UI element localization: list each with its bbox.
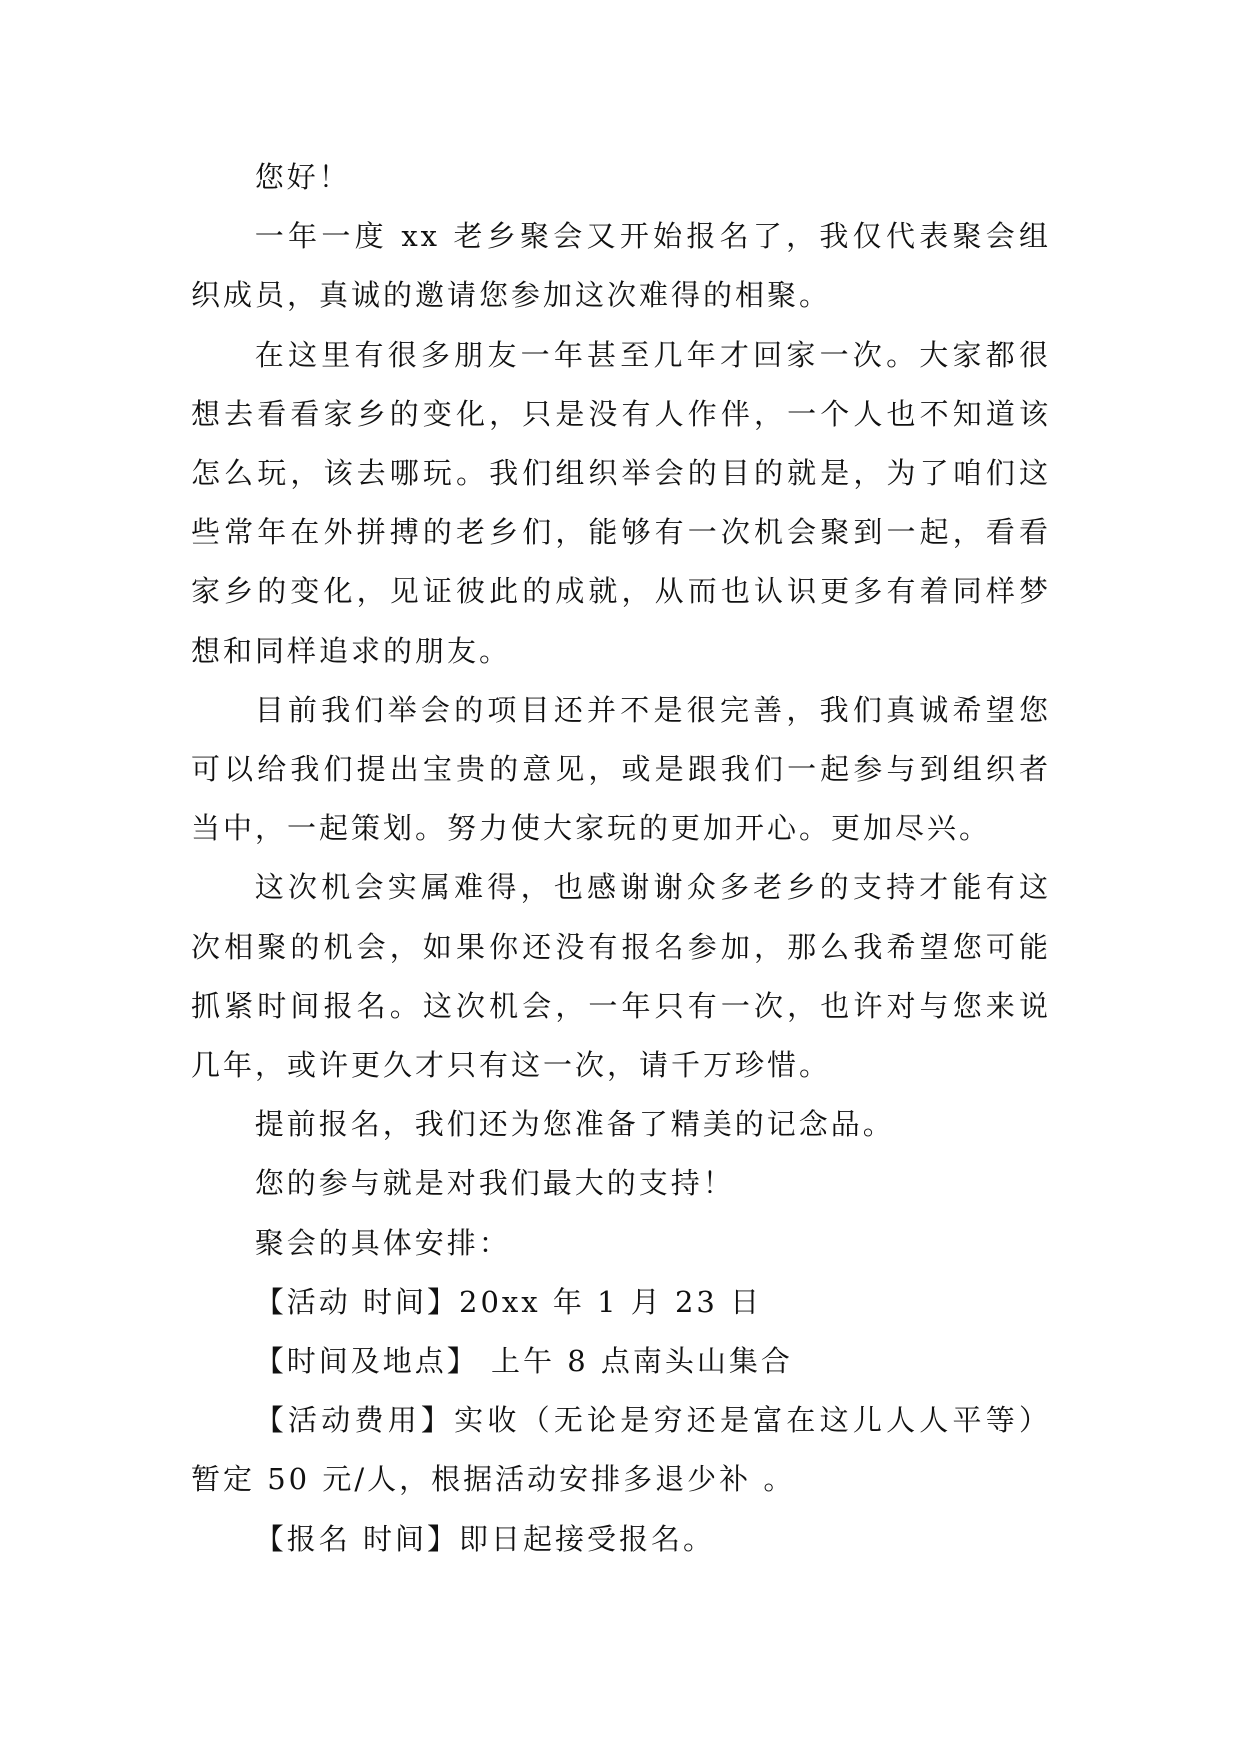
paragraph-souvenir: 提前报名，我们还为您准备了精美的记念品。 (254, 1107, 895, 1142)
schedule-heading: 聚会的具体安排： (254, 1225, 511, 1260)
schedule-activity-time: 【活动 时间】20xx 年 1 月 23 日 (254, 1284, 763, 1319)
paragraph-opportunity: 这次机会实属难得，也感谢谢众多老乡的支持才能有这次相聚的机会，如果你还没有报名参加，那么我希望您可能抓紧时间报名。这次机会，一年只有一次，也许对与您来说几年，或许更久才只有这一次，请千万珍惜。 (191, 870, 1051, 1083)
greeting: 您好！ (254, 160, 351, 194)
schedule-registration-time: 【报名 时间】即日起接受报名。 (254, 1521, 716, 1556)
paragraph-purpose: 在这里有很多朋友一年甚至几年才回家一次。大家都很想去看看家乡的变化，只是没有人作伴，一个人也不知道该怎么玩，该去哪玩。我们组织举会的目的就是，为了咱们这些常年在外拼搏的老乡们，能够有一次机会聚到一起，看看家乡的变化，见证彼此的成就，从而也认识更多有着同样梦想和同样追求的朋友。 (191, 337, 1051, 668)
paragraph-feedback: 目前我们举会的项目还并不是很完善，我们真诚希望您可以给我们提出宝贵的意见，或是跟我们一起参与到组织者当中，一起策划。努力使大家玩的更加开心。更加尽兴。 (191, 692, 1051, 846)
schedule-place: 【时间及地点】 上午 8 点南头山集合 (254, 1344, 793, 1379)
paragraph-support: 您的参与就是对我们最大的支持！ (254, 1166, 735, 1201)
document-body (191, 148, 1051, 1569)
schedule-fee: 【活动费用】实收（无论是穷还是富在这儿人人平等）暂定 50 元/人，根据活动安排多退少补 。 (191, 1403, 1051, 1497)
paragraph-invitation: 一年一度 xx 老乡聚会又开始报名了，我仅代表聚会组织成员，真诚的邀请您参加这次难得的相聚。 (191, 219, 1051, 313)
